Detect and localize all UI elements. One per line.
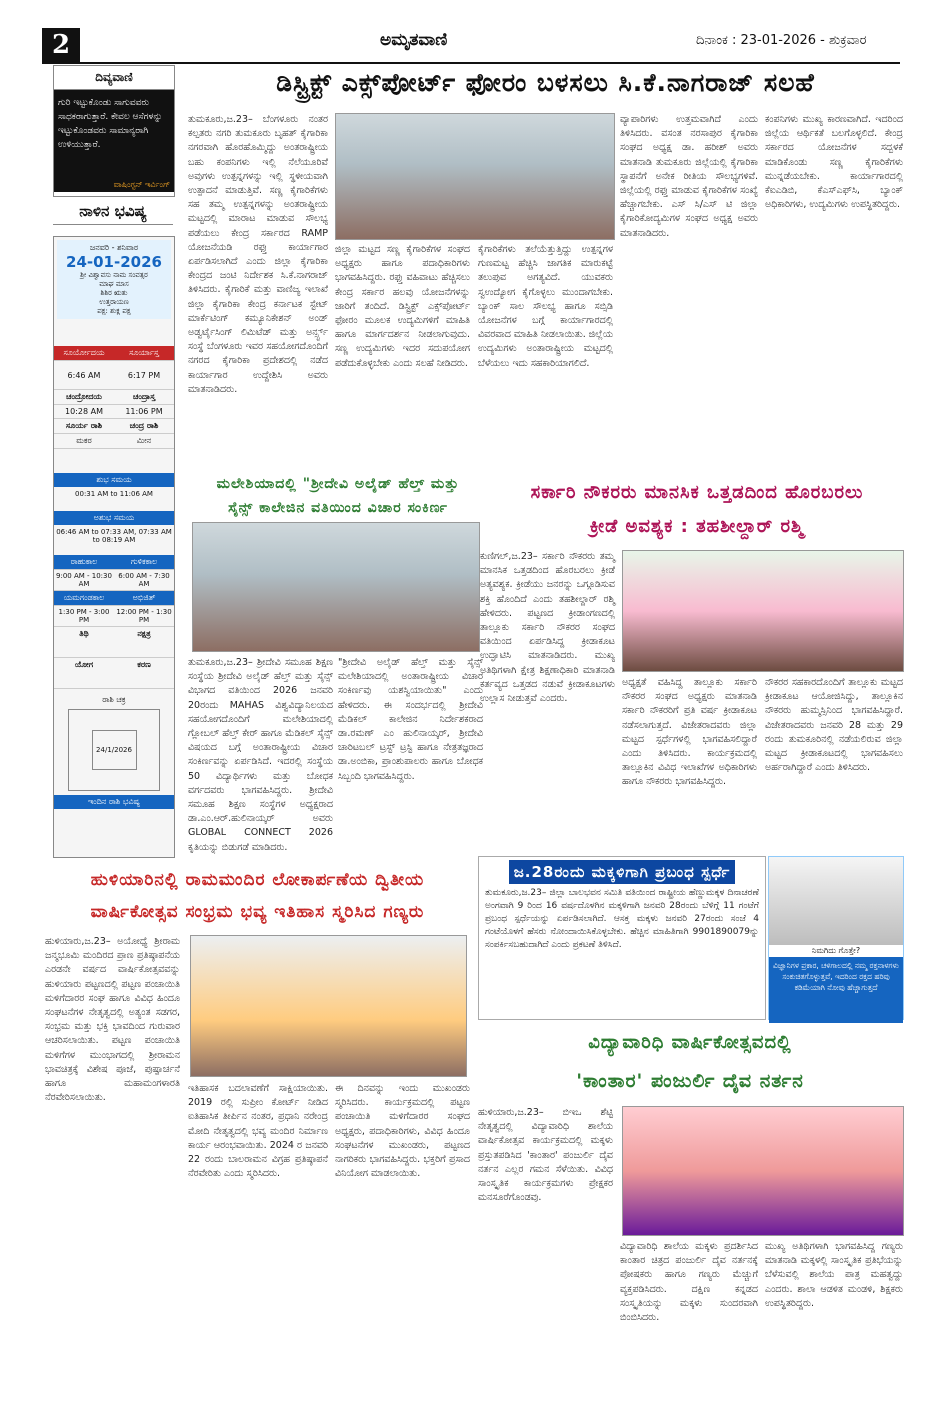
tithi-label-row	[54, 627, 174, 658]
article4-col3: ಈ ದಿನವನ್ನು ಇಂದು ಮುಖಂಡರು ಸ್ಮರಿಸಿದರು. ಕಾರ್ಯಕ್ರಮದಲ್ಲಿ ಪಟ್ಟಣ ಪಂಚಾಯಿತಿ ಮಳಿಗೆದಾರರ ಸಂಘದ ಅಧ್ಯಕ್ಷರು, ಪದಾಧಿಕಾರಿಗಳು, ವಿವಿಧ ಹಿಂದೂ ಸಂಘಟನೆಗಳ ಮುಖಂಡರು, ಪಟ್ಟಣದ ನಾಗರಿಕರು ಭಾಗವಹಿಸಿದ್ದರು. ಭಕ್ತರಿಗೆ ಪ್ರಸಾದ ವಿನಿಯೋಗ ಮಾಡಲಾಯಿತು.	[335, 1083, 470, 1180]
article1-col2: ಜಿಲ್ಲಾ ಮಟ್ಟದ ಸಣ್ಣ ಕೈಗಾರಿಕೆಗಳ ಸಂಘದ ಅಧ್ಯಕ್ಷರು ಹಾಗೂ ಪದಾಧಿಕಾರಿಗಳು ಭಾಗವಹಿಸಿದ್ದರು. ರಫ್ತು ವಹಿವಾಟು ಹೆಚ್ಚಿಸಲು ಕೇಂದ್ರ ಸರ್ಕಾರ ಹಲವು ಯೋಜನೆಗಳನ್ನು ಜಾರಿಗೆ ತಂದಿದೆ. ಡಿಸ್ಟ್ರಿಕ್ಟ್ ಎಕ್ಸ್‌ಪೋರ್ಟ್ ಫೋರಂ ಮೂಲಕ ಉದ್ಯಮಿಗಳಿಗೆ ಮಾಹಿತಿ ಹಾಗೂ ಮಾರ್ಗದರ್ಶನ ನೀಡಲಾಗುವುದು. ಸಣ್ಣ ಉದ್ಯಮಿಗಳು ಇದರ ಸದುಪಯೋಗ ಪಡೆದುಕೊಳ್ಳಬೇಕು ಎಂದು ಸಲಹೆ ನೀಡಿದರು.	[335, 244, 470, 369]
sun-row	[54, 361, 174, 390]
essay-box	[478, 856, 766, 1020]
article1-col1: ತುಮಕೂರು,ಜ.23– ಬೆಂಗಳೂರು ನಂತರ ಕಲ್ಪತರು ನಗರಿ ತುಮಕೂರು ಬೃಹತ್ ಕೈಗಾರಿಕಾ ನಗರವಾಗಿ ಹೊರಹೊಮ್ಮಿದ್ದು ಅಂತರಾಷ್ಟ್ರೀಯ ಬಹು ಕಂಪನಿಗಳು ಇಲ್ಲಿ ನೆಲೆಯೂರಿವೆ ಅವುಗಳು ಉತ್ಪನ್ನಗಳನ್ನು ಇಲ್ಲಿ ಸ್ಥಳೀಯವಾಗಿ ಉತ್ಪಾದನೆ ಮಾಡುತ್ತಿವೆ. ಸಣ್ಣ ಕೈಗಾರಿಕೆಗಳು ಸಹ ತಮ್ಮ ಉತ್ಪನ್ನಗಳನ್ನು ಅಂತರಾಷ್ಟ್ರೀಯ ಮಟ್ಟದಲ್ಲಿ ಮಾರಾಟ ಮಾಡುವ ಸೌಲಭ್ಯ ಪಡೆಯಲು ಕೇಂದ್ರ ಸರ್ಕಾರದ RAMP ಯೋಜನೆಯಡಿ ರಫ್ತು ಕಾರ್ಯಾಗಾರ ಏರ್ಪಡಿಸಲಾಗಿದೆ ಎಂದು ಜಿಲ್ಲಾ ಕೈಗಾರಿಕಾ ಕೇಂದ್ರದ ಜಂಟಿ ನಿರ್ದೇಶಕ ಸಿ.ಕೆ.ನಾಗರಾಜ್ ತಿಳಿಸಿದರು. ಕೈಗಾರಿಕೆ ಮತ್ತು ವಾಣಿಜ್ಯ ಇಲಾಖೆ ಜಿಲ್ಲಾ ಕೈಗಾರಿಕಾ ಕೇಂದ್ರ ಕರ್ನಾಟಕ ಸ್ಟೇಟ್ ಮಾರ್ಕೆಟಿಂಗ್ ಕಮ್ಯೂನಿಕೇಶನ್ ಅಂಡ್ ಅಡ್ವರ್ಟೈಸಿಂಗ್ ಲಿಮಿಟೆಡ್ ಮತ್ತು ಅರ್ನ್ಸ್ಟ್ ಸಂಸ್ಥೆ ಬೆಂಗಳೂರು ಇವರ ಸಹಯೋಗದೊಂದಿಗೆ ನಗರದ ಕೈಗಾರಿಕಾ ಪ್ರದೇಶದಲ್ಲಿ ನಡೆದ ಕಾರ್ಯಾಗಾರ ಉದ್ದೇಶಿಸಿ ಅವರು ಮಾತನಾಡಿದರು.	[188, 114, 328, 395]
date-line: ದಿನಾಂಕ : 23-01-2026 - ಶುಕ್ರವಾರ	[696, 33, 867, 48]
sun-sign-label: ಸೂರ್ಯ ರಾಶಿ	[65, 421, 103, 430]
sign-label-row	[54, 419, 174, 434]
calendar-block	[57, 240, 171, 319]
yama-label-row	[54, 591, 174, 606]
article6-col3: ಮುಖ್ಯ ಅತಿಥಿಗಳಾಗಿ ಭಾಗವಹಿಸಿದ್ದ ಗಣ್ಯರು ಮಾತನಾಡಿ ಮಕ್ಕಳಲ್ಲಿ ಸಾಂಸ್ಕೃತಿಕ ಪ್ರತಿಭೆಯನ್ನು ಬೆಳೆಸುವಲ್ಲಿ ಶಾಲೆಯ ಪಾತ್ರ ಮಹತ್ವದ್ದು ಎಂದರು. ಶಾಲಾ ಆಡಳಿತ ಮಂಡಳಿ, ಶಿಕ್ಷಕರು ಉಪಸ್ಥಿತರಿದ್ದರು.	[765, 1241, 903, 1309]
horoscope-title: ನಾಳಿನ ಭವಿಷ್ಯ	[53, 202, 173, 225]
rahu-time: 9:00 AM - 10:30 AM	[56, 572, 112, 588]
article6-headline-2: 'ಕಾಂತಾರ' ಪಂಜುರ್ಲಿ ದೈವ ನರ್ತನ	[576, 1070, 804, 1092]
guli-label: ಗುಳಿಕಕಾಲ	[130, 557, 158, 566]
calendar-line: ಶಿಶಿರ ಋತು	[100, 289, 128, 297]
masthead-rule	[42, 62, 900, 64]
article3-col1: ಕುಣಿಗಲ್,ಜ.23– ಸರ್ಕಾರಿ ನೌಕರರು ತಮ್ಮ ಮಾನಸಿಕ ಒತ್ತಡದಿಂದ ಹೊರಬರಲು ಕ್ರೀಡೆ ಅತ್ಯವಶ್ಯಕ. ಕ್ರೀಡೆಯು ಜನರನ್ನು ಒಗ್ಗೂಡಿಸುವ ಶಕ್ತಿ ಹೊಂದಿದೆ ಎಂದು ತಹಶೀಲ್ದಾರ್ ರಶ್ಮಿ ಹೇಳಿದರು. ಪಟ್ಟಣದ ಕ್ರೀಡಾಂಗಣದಲ್ಲಿ ತಾಲ್ಲೂಕು ಸರ್ಕಾರಿ ನೌಕರರ ಸಂಘದ ವತಿಯಿಂದ ಏರ್ಪಡಿಸಿದ್ದ ಕ್ರೀಡಾಕೂಟ ಉದ್ಘಾಟಿಸಿ ಮಾತನಾಡಿದರು. ಮುಖ್ಯ ಅತಿಥಿಗಳಾಗಿ ಕ್ಷೇತ್ರ ಶಿಕ್ಷಣಾಧಿಕಾರಿ ಮಾತನಾಡಿ ಕರ್ತವ್ಯದ ಒತ್ತಡದ ನಡುವೆ ಕ್ರೀಡಾಕೂಟಗಳು ಉಲ್ಲಾಸ ನೀಡುತ್ತವೆ ಎಂದರು.	[480, 551, 615, 705]
info-ad-caption: ನಿಮಗಿದು ಗೊತ್ತೇ?	[769, 945, 903, 957]
article3-col3: ನೌಕರರ ಸಹಕಾರದೊಂದಿಗೆ ತಾಲ್ಲೂಕು ಮಟ್ಟದ ಕ್ರೀಡಾಕೂಟ ಆಯೋಜಿಸಿದ್ದು, ತಾಲ್ಲೂಕಿನ ನೌಕರರು ಹುಮ್ಮಸ್ಸಿನಿಂದ ಭಾಗವಹಿಸಿದ್ದಾರೆ. ವಿಜೇತರಾದವರು ಜನವರಿ 28 ಮತ್ತು 29 ರಂದು ತುಮಕೂರಿನಲ್ಲಿ ನಡೆಯಲಿರುವ ಜಿಲ್ಲಾ ಮಟ್ಟದ ಕ್ರೀಡಾಕೂಟದಲ್ಲಿ ಭಾಗವಹಿಸಲು ಅರ್ಹರಾಗಿದ್ದಾರೆ ಎಂದು ತಿಳಿಸಿದರು.	[765, 677, 903, 774]
article2-col1: ತುಮಕೂರು,ಜ.23– ಶ್ರೀದೇವಿ ಸಮೂಹ ಶಿಕ್ಷಣ ಸಂಸ್ಥೆಯ ಶ್ರೀದೇವಿ ಅಲೈಡ್ ಹೆಲ್ತ್ ಮತ್ತು ಸೈನ್ಸ್ ವಿಭಾಗದ ವತಿಯಿಂದ 2026 ಜನವರಿ 20ರಂದು MAHAS ವಿಶ್ವವಿದ್ಯಾನಿಲಯದ ಸಹಯೋಗದೊಂದಿಗೆ ಮಲೇಶಿಯಾದಲ್ಲಿ ಗ್ಲೋಬಲ್ ಹೆಲ್ತ್ ಕೇರ್ ಹಾಗೂ ಮೆಡಿಕಲ್ ಸೈನ್ಸ್ ವಿಷಯದ ಬಗ್ಗೆ ಅಂತಾರಾಷ್ಟ್ರೀಯ ವಿಚಾರ ಸಂಕಿರ್ಣವನ್ನು ಏರ್ಪಡಿಸಿದೆ. ಇದರಲ್ಲಿ ಸಂಸ್ಥೆಯ 50 ವಿದ್ಯಾರ್ಥಿಗಳು ಮತ್ತು ಬೋಧಕ ವರ್ಗದವರು ಭಾಗವಹಿಸಿದ್ದರು. ಶ್ರೀದೇವಿ ಸಮೂಹ ಶಿಕ್ಷಣ ಸಂಸ್ಥೆಗಳ ಅಧ್ಯಕ್ಷರಾದ ಡಾ.ಎಂ.ಆರ್.ಹುಲಿನಾಯ್ಕರ್ ಅವರು GLOBAL CONNECT 2026 ಕೃತಿಯನ್ನು ಬಿಡುಗಡೆ ಮಾಡಿದರು.	[188, 657, 333, 853]
calendar-line: ಉತ್ತರಾಯಣ	[99, 298, 129, 306]
essay-headline: ಜ.28ರಂದು ಮಕ್ಕಳಿಗಾಗಿ ಪ್ರಬಂಧ ಸ್ಪರ್ಧೆ	[509, 860, 735, 884]
panchanga-card	[53, 236, 175, 858]
moonrise-time: 10:28 AM	[65, 407, 103, 416]
article6-headline-1: ವಿದ್ಯಾವಾರಿಧಿ ವಾರ್ಷಿಕೋತ್ಸವದಲ್ಲಿ	[588, 1032, 792, 1053]
yama-label: ಯಮಗಂಡಕಾಲ	[63, 593, 105, 602]
article1-col4: ವ್ಯಾಪಾರಿಗಳು ಉತ್ತಮವಾಗಿದೆ ಎಂದು ತಿಳಿಸಿದರು. ವಸಂತ ನರಸಾಪುರ ಕೈಗಾರಿಕಾ ಸಂಘದ ಅಧ್ಯಕ್ಷ ಡಾ. ಹರೀಶ್ ಅವರು ಮಾತನಾಡಿ ತುಮಕೂರು ಜಿಲ್ಲೆಯಲ್ಲಿ ಕೈಗಾರಿಕಾ ಸ್ಥಾಪನೆಗೆ ಅನೇಕ ರೀತಿಯ ಸೌಲಭ್ಯಗಳಿವೆ. ಜಿಲ್ಲೆಯಲ್ಲಿ ರಫ್ತು ಮಾಡುವ ಕೈಗಾರಿಕೆಗಳ ಸಂಖ್ಯೆ ಹೆಚ್ಚಾಗಬೇಕು. ಎಸ್ ಸಿ/ಎಸ್ ಟಿ ಜಿಲ್ಲಾ ಕೈಗಾರಿಕೋದ್ಯಮಿಗಳ ಸಂಘದ ಅಧ್ಯಕ್ಷ ಅವರು ಮಾತನಾಡಿದರು.	[620, 114, 758, 239]
moonset-time: 11:06 PM	[125, 407, 163, 416]
shubha-label: ಶುಭ ಸಮಯ	[54, 473, 174, 487]
ashubha-label: ಅಶುಭ ಸಮಯ	[54, 511, 174, 525]
sunrise-label: ಸೂರ್ಯೋದಯ	[63, 348, 105, 357]
calendar-date: 24-01-2026	[66, 253, 162, 271]
rashi-chakra-label: ರಾಶಿ ಚಕ್ರ	[102, 695, 126, 704]
moonset-label: ಚಂದ್ರಾಸ್ತ	[132, 392, 156, 401]
article1-photo	[335, 113, 615, 240]
calendar-line: ಮಾಘ ಮಾಸ	[99, 280, 129, 288]
moon-row	[54, 405, 174, 419]
rashi-chart	[68, 709, 160, 791]
essay-body: ತುಮಕೂರು,ಜ.23– ಜಿಲ್ಲಾ ಬಾಲಭವನ ಸಮಿತಿ ವತಿಯಿಂದ ರಾಷ್ಟ್ರೀಯ ಹೆಣ್ಣುಮಕ್ಕಳ ದಿನಾಚರಣೆ ಅಂಗವಾಗಿ 9 ರಿಂದ 16 ವರ್ಷದೊಳಗಿನ ಮಕ್ಕಳಿಗಾಗಿ ಜನವರಿ 28ರಂದು ಬೆಳಿಗ್ಗೆ 11 ಗಂಟೆಗೆ ಪ್ರಬಂಧ ಸ್ಪರ್ಧೆಯನ್ನು ಏರ್ಪಡಿಸಲಾಗಿದೆ. ಆಸಕ್ತ ಮಕ್ಕಳು ಜನವರಿ 27ರಂದು ಸಂಜೆ 4 ಗಂಟೆಯೊಳಗೆ ಹೆಸರು ನೋಂದಾಯಿಸಿಕೊಳ್ಳಬೇಕು. ಹೆಚ್ಚಿನ ಮಾಹಿತಿಗಾಗಿ 9901890079ನ್ನು ಸಂಪರ್ಕಿಸಬಹುದಾಗಿದೆ ಎಂದು ಪ್ರಕಟಣೆ ತಿಳಿಸಿದೆ.	[485, 888, 759, 950]
yama-time: 1:30 PM - 3:00 PM	[58, 608, 110, 624]
rahu-row	[54, 570, 174, 591]
abhijit-label: ಅಭಿಜಿತ್	[132, 593, 156, 602]
article4-headline-2: ವಾರ್ಷಿಕೋತ್ಸವ ಸಂಭ್ರಮ ಭವ್ಯ ಇತಿಹಾಸ ಸ್ಮರಿಸಿದ ಗಣ್ಯರು	[90, 902, 425, 922]
info-ad	[768, 856, 904, 1020]
sunset-label: ಸೂರ್ಯಾಸ್ತ	[129, 348, 159, 357]
yoga-label: ಯೋಗ	[74, 660, 94, 669]
karana-label: ಕರಣ	[137, 660, 151, 669]
article2-headline-2: ಸೈನ್ಸ್ ಕಾಲೇಜಿನ ವತಿಯಿಂದ ವಿಚಾರ ಸಂಕಿರ್ಣ	[228, 500, 448, 516]
tithi-label: ತಿಥಿ	[79, 629, 89, 638]
article2-headline-1: ಮಲೇಶಿಯಾದಲ್ಲಿ "ಶ್ರೀದೇವಿ ಅಲೈಡ್ ಹೆಲ್ತ್ ಮತ್ತು	[216, 476, 460, 492]
article2-photo	[192, 522, 480, 652]
article4-col1: ಹುಳಿಯಾರು,ಜ.23– ಅಯೋಧ್ಯೆ ಶ್ರೀರಾಮ ಜನ್ಮಭೂಮಿ ಮಂದಿರದ ಪ್ರಾಣ ಪ್ರತಿಷ್ಠಾಪನೆಯ ಎರಡನೇ ವರ್ಷದ ವಾರ್ಷಿಕೋತ್ಸವವನ್ನು ಹುಳಿಯಾರು ಪಟ್ಟಣದಲ್ಲಿ ಪಟ್ಟಣ ಪಂಚಾಯಿತಿ ಮಳಿಗೆದಾರರ ಸಂಘ ಹಾಗೂ ವಿವಿಧ ಹಿಂದೂ ಸಂಘಟನೆಗಳ ನೇತೃತ್ವದಲ್ಲಿ ಅತ್ಯಂತ ಸಡಗರ, ಸಂಭ್ರಮ ಮತ್ತು ಭಕ್ತಿ ಭಾವದಿಂದ ಗುರುವಾರ ಆಚರಿಸಲಾಯಿತು. ಪಟ್ಟಣ ಪಂಚಾಯಿತಿ ಮಳಿಗೆಗಳ ಮುಂಭಾಗದಲ್ಲಿ ಶ್ರೀರಾಮನ ಭಾವಚಿತ್ರಕ್ಕೆ ವಿಶೇಷ ಪೂಜೆ, ಪುಷ್ಪಾರ್ಚನೆ ಹಾಗೂ ಮಹಾಮಂಗಳಾರತಿ ನೆರವೇರಿಸಲಾಯಿತು.	[45, 936, 180, 1104]
article4-photo	[190, 935, 467, 1077]
article3-col2: ಅಧ್ಯಕ್ಷತೆ ವಹಿಸಿದ್ದ ತಾಲ್ಲೂಕು ಸರ್ಕಾರಿ ನೌಕರರ ಸಂಘದ ಅಧ್ಯಕ್ಷರು ಮಾತನಾಡಿ ಸರ್ಕಾರಿ ನೌಕರರಿಗೆ ಪ್ರತಿ ವರ್ಷ ಕ್ರೀಡಾಕೂಟ ನಡೆಸಲಾಗುತ್ತದೆ. ವಿಜೇತರಾದವರು ಜಿಲ್ಲಾ ಮಟ್ಟದ ಸ್ಪರ್ಧೆಗಳಲ್ಲಿ ಭಾಗವಹಿಸಲಿದ್ದಾರೆ ಎಂದು ತಿಳಿಸಿದರು. ಕಾರ್ಯಕ್ರಮದಲ್ಲಿ ತಾಲ್ಲೂಕಿನ ವಿವಿಧ ಇಲಾಖೆಗಳ ಅಧಿಕಾರಿಗಳು ಹಾಗೂ ನೌಕರರು ಭಾಗವಹಿಸಿದ್ದರು.	[622, 677, 757, 788]
rahu-label-row	[54, 555, 174, 570]
moonrise-label: ಚಂದ್ರೋದಯ	[66, 392, 102, 401]
ashubha-time: 06:46 AM to 07:33 AM, 07:33 AM to 08:19 AM	[56, 528, 172, 544]
abhijit-time: 12:00 PM - 1:30 PM	[116, 608, 172, 624]
sun-sign: ಮಕರ	[76, 436, 92, 445]
article3-photo	[622, 550, 904, 672]
moon-sign: ಮೀನ	[136, 436, 152, 445]
yama-row	[54, 606, 174, 627]
article1-col5: ಕಂಪನಿಗಳು ಮುಖ್ಯ ಕಾರಣವಾಗಿದೆ. ಇದರಿಂದ ಜಿಲ್ಲೆಯ ಆರ್ಥಿಕತೆ ಬಲಗೊಳ್ಳಲಿದೆ. ಕೇಂದ್ರ ಸರ್ಕಾರದ ಯೋಜನೆಗಳ ಸದ್ಬಳಕೆ ಮಾಡಿಕೊಂಡು ಸಣ್ಣ ಕೈಗಾರಿಕೆಗಳು ಮುನ್ನಡೆಯಬೇಕು. ಕಾರ್ಯಾಗಾರದಲ್ಲಿ ಕೆಐಎಡಿಬಿ, ಕೆಎಸ್ಎಫ್‌ಸಿ, ಬ್ಯಾಂಕ್ ಅಧಿಕಾರಿಗಳು, ಉದ್ಯಮಿಗಳು ಉಪಸ್ಥಿತರಿದ್ದರು.	[765, 114, 903, 211]
calendar-header: ಜನವರಿ - ಶನಿವಾರ	[89, 243, 139, 252]
page-number: 2	[42, 28, 80, 62]
sunset-time: 6:17 PM	[127, 370, 161, 380]
nakshatra-label: ನಕ್ಷತ್ರ	[137, 629, 151, 638]
calendar-line: ಶ್ರೀ ವಿಶ್ವಾವಸು ನಾಮ ಸಂವತ್ಸರ	[80, 271, 148, 279]
article1-col3: ಕೈಗಾರಿಕೆಗಳು ತಲೆಯೆತ್ತುತ್ತಿದ್ದು ಉತ್ಪನ್ನಗಳ ಗುಣಮಟ್ಟ ಹೆಚ್ಚಿಸಿ ಜಾಗತಿಕ ಮಾರುಕಟ್ಟೆ ತಲುಪುವ ಅಗತ್ಯವಿದೆ. ಯುವಕರು ಸ್ವಉದ್ಯೋಗ ಕೈಗೊಳ್ಳಲು ಮುಂದಾಗಬೇಕು. ಬ್ಯಾಂಕ್ ಸಾಲ ಸೌಲಭ್ಯ ಹಾಗೂ ಸಬ್ಸಿಡಿ ಯೋಜನೆಗಳ ಬಗ್ಗೆ ಕಾರ್ಯಾಗಾರದಲ್ಲಿ ವಿವರವಾದ ಮಾಹಿತಿ ನೀಡಲಾಯಿತು. ಜಿಲ್ಲೆಯ ಉದ್ಯಮಿಗಳು ಅಂತಾರಾಷ್ಟ್ರೀಯ ಮಟ್ಟದಲ್ಲಿ ಬೆಳೆಯಲು ಇದು ಸಹಕಾರಿಯಾಗಲಿದೆ.	[478, 244, 613, 369]
article2-col2: "ಶ್ರೀದೇವಿ ಅಲೈಡ್ ಹೆಲ್ತ್ ಮತ್ತು ಸೈನ್ಸ್ ಮಲೇಶಿಯಾದಲ್ಲಿ ಅಂತಾರಾಷ್ಟ್ರೀಯ ವಿಚಾರ ಸಂಕಿರ್ಣವು ಯಶಸ್ವಿಯಾಯಿತು" ಎಂದು ಹೇಳಿದರು. ಈ ಸಂದರ್ಭದಲ್ಲಿ ಶ್ರೀದೇವಿ ಮೆಡಿಕಲ್ ಕಾಲೇಜಿನ ನಿರ್ದೇಶಕರಾದ ಡಾ.ರಮಣ್ ಎಂ ಹುಲಿನಾಯ್ಕರ್, ಶ್ರೀದೇವಿ ಚಾರಿಟಬಲ್ ಟ್ರಸ್ಟ್ ಟ್ರಸ್ಟಿ ಹಾಗೂ ನೇತ್ರತಜ್ಞರಾದ ಡಾ.ಅಂಬಿಕಾ, ಪ್ರಾಂಶುಪಾಲರು ಹಾಗೂ ಬೋಧಕ ಸಿಬ್ಬಂದಿ ಭಾಗವಹಿಸಿದ್ದರು.	[338, 657, 483, 782]
rahu-label: ರಾಹುಕಾಲ	[70, 557, 98, 566]
article6-col1: ಹುಳಿಯಾರು,ಜ.23– ಬಿಇಒ ಶೆಟ್ಟಿ ನೇತೃತ್ವದಲ್ಲಿ ವಿದ್ಯಾವಾರಿಧಿ ಶಾಲೆಯ ವಾರ್ಷಿಕೋತ್ಸವ ಕಾರ್ಯಕ್ರಮದಲ್ಲಿ ಮಕ್ಕಳು ಪ್ರಸ್ತುತಪಡಿಸಿದ 'ಕಾಂತಾರ' ಪಂಜುರ್ಲಿ ದೈವ ನರ್ತನ ಎಲ್ಲರ ಗಮನ ಸೆಳೆಯಿತು. ವಿವಿಧ ಸಾಂಸ್ಕೃತಿಕ ಕಾರ್ಯಕ್ರಮಗಳು ಪ್ರೇಕ್ಷಕರ ಮನಸೂರೆಗೊಂಡವು.	[478, 1107, 613, 1204]
calendar-line: ಪಕ್ಷ: ಶುಕ್ಲ ಪಕ್ಷ	[97, 307, 131, 315]
divyavani-quote: ಗುರಿ ಇಟ್ಟುಕೊಂಡು ಸಾಗುವವರು ಸಾಧಕರಾಗುತ್ತಾರೆ. ಕೇವಲ ಆಸೆಗಳನ್ನು ಇಟ್ಟುಕೊಂಡವರು ಸಾಮಾನ್ಯರಾಗಿ ಉಳಿಯುತ್ತಾರೆ.	[54, 90, 174, 178]
guli-time: 6:00 AM - 7:30 AM	[118, 572, 170, 588]
paper-name: ಅಮೃತವಾಣಿ	[380, 30, 448, 50]
today-label: ಇಂದಿನ ರಾಶಿ ಭವಿಷ್ಯ	[54, 795, 174, 809]
divyavani-box	[53, 65, 175, 197]
sign-row	[54, 434, 174, 449]
rashi-chart-date: 24/1/2026	[92, 730, 137, 770]
article1-headline: ಡಿಸ್ಟ್ರಿಕ್ಟ್ ಎಕ್ಸ್‌ಪೋರ್ಟ್ ಫೋರಂ ಬಳಸಲು ಸಿ.ಕೆ.ನಾಗರಾಜ್ ಸಲಹೆ	[276, 68, 815, 97]
article6-col2: ವಿದ್ಯಾವಾರಿಧಿ ಶಾಲೆಯ ಮಕ್ಕಳು ಪ್ರದರ್ಶಿಸಿದ ಕಾಂತಾರ ಚಿತ್ರದ ಪಂಜುರ್ಲಿ ದೈವ ನರ್ತನಕ್ಕೆ ಪೋಷಕರು ಹಾಗೂ ಗಣ್ಯರು ಮೆಚ್ಚುಗೆ ವ್ಯಕ್ತಪಡಿಸಿದರು. ದಕ್ಷಿಣ ಕನ್ನಡದ ಸಂಸ್ಕೃತಿಯನ್ನು ಮಕ್ಕಳು ಸುಂದರವಾಗಿ ಬಿಂಬಿಸಿದರು.	[620, 1241, 758, 1324]
divyavani-author: ವಾಷಿಂಗ್ಟನ್ ಇರ್ವಿಂಗ್	[54, 178, 174, 192]
article3-headline-1: ಸರ್ಕಾರಿ ನೌಕರರು ಮಾನಸಿಕ ಒತ್ತಡದಿಂದ ಹೊರಬರಲು	[530, 482, 864, 503]
article3-headline-2: ಕ್ರೀಡೆ ಅವಶ್ಯಕ : ತಹಶೀಲ್ದಾರ್ ರಶ್ಮಿ	[589, 516, 805, 537]
moon-sign-label: ಚಂದ್ರ ರಾಶಿ	[129, 421, 159, 430]
info-ad-image	[769, 857, 903, 945]
yoga-label-row	[54, 658, 174, 689]
article4-col2: ಇತಿಹಾಸಕ ಬದಲಾವಣೆಗೆ ಸಾಕ್ಷಿಯಾಯಿತು. 2019 ರಲ್ಲಿ ಸುಪ್ರೀಂ ಕೋರ್ಟ್ ನೀಡಿದ ಐತಿಹಾಸಿಕ ತೀರ್ಪಿನ ನಂತರ, ಪ್ರಧಾನಿ ನರೇಂದ್ರ ಮೋದಿ ನೇತೃತ್ವದಲ್ಲಿ ಭವ್ಯ ಮಂದಿರ ನಿರ್ಮಾಣ ಕಾರ್ಯ ಆರಂಭವಾಯಿತು. 2024 ರ ಜನವರಿ 22 ರಂದು ಬಾಲರಾಮನ ವಿಗ್ರಹ ಪ್ರತಿಷ್ಠಾಪನೆ ನೆರವೇರಿತು ಎಂದು ಸ್ಮರಿಸಿದರು.	[188, 1083, 328, 1180]
divyavani-title: ದಿವ್ಯವಾಣಿ	[54, 66, 174, 90]
sun-label-row	[54, 346, 174, 361]
article6-photo	[622, 1106, 904, 1236]
sunrise-time: 6:46 AM	[67, 370, 101, 380]
info-ad-text: ವಿಜ್ಞಾನಿಗಳ ಪ್ರಕಾರ, ಚಳಿಗಾಲದಲ್ಲಿ ನಮ್ಮ ರಕ್ತನಾಳಗಳು ಸಂಕುಚಿತಗೊಳ್ಳುತ್ತವೆ, ಇದರಿಂದ ರಕ್ತದ ಹರಿವು ಕಡಿಮೆಯಾಗಿ ನೋವು ಹೆಚ್ಚಾಗುತ್ತದೆ	[769, 957, 903, 1023]
moon-label-row	[54, 390, 174, 405]
article4-headline-1: ಹುಳಿಯಾರಿನಲ್ಲಿ ರಾಮಮಂದಿರ ಲೋಕಾರ್ಪಣೆಯ ದ್ವಿತೀಯ	[90, 870, 425, 890]
shubha-time: 00:31 AM to 11:06 AM	[75, 490, 153, 498]
